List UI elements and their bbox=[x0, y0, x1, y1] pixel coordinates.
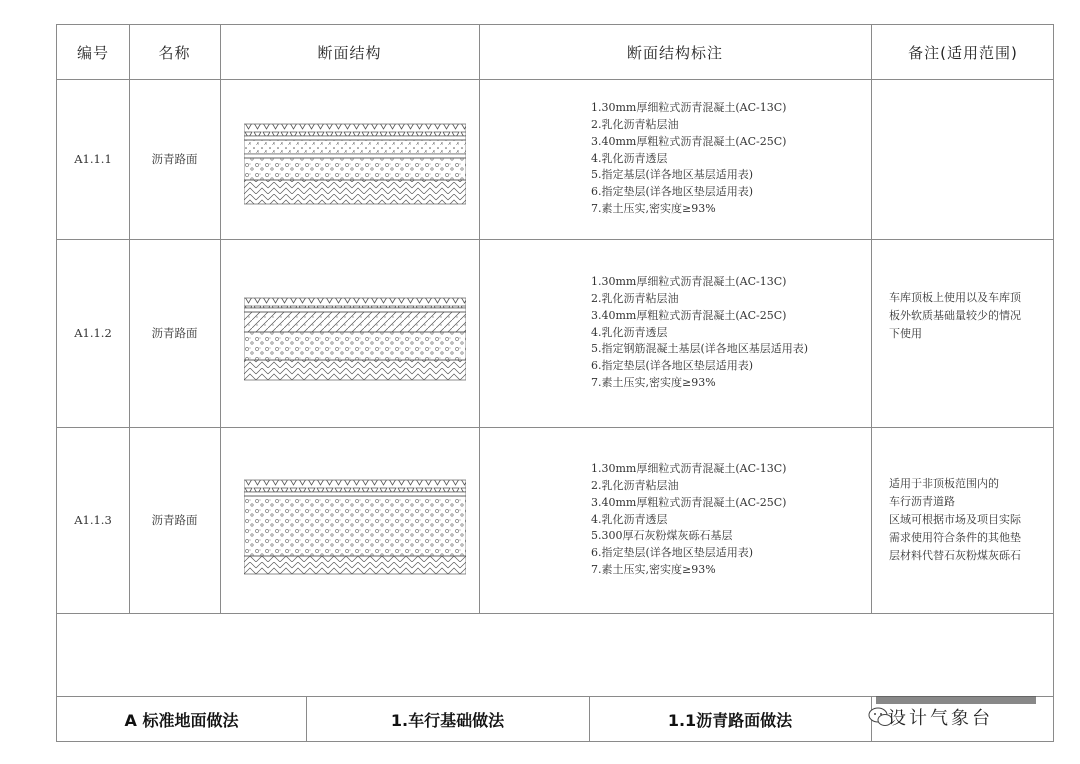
cross-section-drawing bbox=[244, 296, 466, 382]
subgrade-layer bbox=[244, 360, 466, 380]
binder-layer bbox=[244, 140, 466, 154]
note-line: 3.40mm厚粗粒式沥青混凝土(AC-25C) bbox=[591, 308, 787, 322]
remark-line: 车库顶板上使用以及车库顶 bbox=[889, 291, 1021, 304]
watermark-text: 设计气象台 bbox=[888, 708, 993, 729]
cross-section-drawing bbox=[244, 122, 466, 206]
note-line: 2.乳化沥青粘层油 bbox=[591, 479, 679, 492]
note-line: 4.乳化沥青透层 bbox=[591, 151, 668, 165]
prime-coat-layer bbox=[244, 154, 466, 158]
subgrade-layer bbox=[244, 556, 466, 574]
note-line: 4.乳化沥青透层 bbox=[591, 325, 668, 339]
header-section: 断面结构 bbox=[317, 43, 382, 62]
note-line: 1.30mm厚细粒式沥青混凝土(AC-13C) bbox=[591, 462, 787, 476]
note-line: 7.素土压实,密实度≥93% bbox=[591, 201, 716, 215]
note-line: 7.素土压实,密实度≥93% bbox=[591, 562, 716, 576]
surface-layer bbox=[244, 124, 466, 136]
note-line: 3.40mm厚粗粒式沥青混凝土(AC-25C) bbox=[591, 134, 787, 148]
surface-layer bbox=[244, 480, 466, 492]
note-line: 6.指定垫层(详各地区垫层适用表) bbox=[591, 546, 754, 560]
cross-section-drawing bbox=[244, 478, 466, 576]
row-notes bbox=[535, 239, 926, 427]
header-notes: 断面结构标注 bbox=[626, 43, 723, 62]
note-line: 5.指定钢筋混凝土基层(详各地区基层适用表) bbox=[591, 342, 809, 356]
note-line: 2.乳化沥青粘层油 bbox=[591, 118, 679, 131]
row-remark bbox=[883, 289, 1053, 343]
header-remark: 备注(适用范围) bbox=[908, 43, 1018, 62]
row-id: A1.1.2 bbox=[74, 326, 112, 340]
note-line: 1.30mm厚细粒式沥青混凝土(AC-13C) bbox=[591, 275, 787, 289]
concrete-base-layer bbox=[244, 312, 466, 332]
note-line: 2.乳化沥青粘层油 bbox=[591, 292, 679, 305]
remark-line: 适用于非顶板范围内的 bbox=[889, 477, 999, 490]
row-remark bbox=[883, 475, 1053, 565]
note-line: 7.素土压实,密实度≥93% bbox=[591, 375, 716, 389]
subgrade-layer bbox=[244, 180, 466, 204]
row-id: A1.1.3 bbox=[74, 513, 112, 527]
row-id: A1.1.1 bbox=[74, 152, 112, 166]
column-divider bbox=[220, 25, 221, 613]
tack-coat-layer bbox=[244, 492, 466, 496]
footer-item: 1.1沥青路面做法 bbox=[667, 710, 793, 730]
base-layer bbox=[244, 158, 466, 180]
tack-coat-layer bbox=[244, 308, 466, 312]
remark-line: 层材料代替石灰粉煤灰砾石 bbox=[889, 549, 1021, 562]
row-notes bbox=[535, 79, 926, 239]
row-name: 沥青路面 bbox=[151, 513, 198, 527]
note-line: 6.指定垫层(详各地区垫层适用表) bbox=[591, 185, 754, 199]
note-line: 3.40mm厚粗粒式沥青混凝土(AC-25C) bbox=[591, 495, 787, 509]
header-id: 编号 bbox=[76, 43, 109, 62]
note-line: 5.指定基层(详各地区基层适用表) bbox=[591, 168, 754, 182]
footer-category: A 标准地面做法 bbox=[124, 710, 239, 730]
note-line: 5.300厚石灰粉煤灰砾石基层 bbox=[591, 529, 733, 543]
row-name: 沥青路面 bbox=[151, 326, 198, 340]
footer-subcategory: 1.车行基础做法 bbox=[390, 710, 505, 730]
remark-line: 板外软质基础量较少的情况 bbox=[889, 309, 1021, 322]
row-divider bbox=[57, 613, 1053, 614]
remark-line: 下使用 bbox=[889, 327, 922, 340]
cushion-layer bbox=[244, 332, 466, 360]
drawing-table bbox=[56, 24, 1054, 742]
note-line: 4.乳化沥青透层 bbox=[591, 512, 668, 526]
row-notes bbox=[535, 427, 926, 613]
column-divider bbox=[479, 25, 480, 613]
note-line: 6.指定垫层(详各地区垫层适用表) bbox=[591, 359, 754, 373]
note-line: 1.30mm厚细粒式沥青混凝土(AC-13C) bbox=[591, 101, 787, 115]
remark-line: 区域可根据市场及项目实际 bbox=[889, 513, 1021, 526]
header-name: 名称 bbox=[158, 43, 191, 62]
lime-flyash-gravel-layer bbox=[244, 496, 466, 556]
remark-line: 车行沥青道路 bbox=[889, 495, 955, 508]
surface-layer bbox=[244, 298, 466, 308]
remark-line: 需求使用符合条件的其他垫 bbox=[889, 531, 1021, 544]
tack-coat-layer bbox=[244, 136, 466, 140]
row-name: 沥青路面 bbox=[151, 152, 198, 166]
